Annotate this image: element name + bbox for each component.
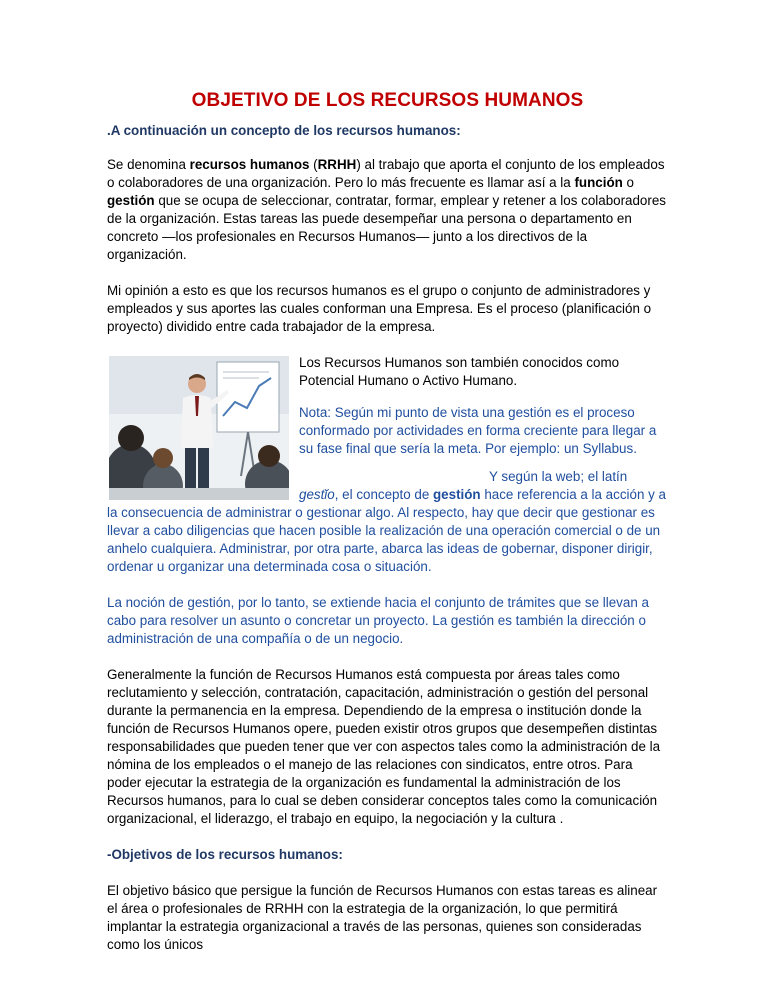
figure-section — [107, 354, 668, 594]
paragraph-web-definition: Y según la web; el latín gestĭo, el concepto de gestión hace referencia a la acción y a la consecuencia de administrar o gestionar algo. Al respecto, hay que decir que gestionar es llevar a cabo diligencias que hacen posible la realización de una operación comercial o de un anhelo cualquiera. Administrar, por otra parte, abarca las ideas de gobernar, disponer dirigir, ordenar u organizar una determinada cosa o situación. — [107, 469, 666, 574]
presentation-photo — [109, 356, 289, 500]
paragraph-gestion-notion: La noción de gestión, por lo tanto, se extiende hacia el conjunto de trámites que se llevan a cabo para resolver un asunto o concretar un proyecto. La gestión es también la dirección o administración de una compañía o de un negocio. — [107, 595, 649, 646]
objectives-heading: -Objetivos de los recursos humanos: — [107, 847, 343, 862]
paragraph-opinion: Mi opinión a esto es que los recursos humanos es el grupo o conjunto de administradores y empleados y sus aportes las cuales conforman una Empresa. Es el proceso (planificación o proyecto) dividido entre cada trabajador de la empresa. — [107, 283, 652, 334]
paragraph-also-known: Los Recursos Humanos son también conocidos como Potencial Humano o Activo Humano. — [299, 355, 620, 388]
paragraph-definition: Se denomina recursos humanos (RRHH) al trabajo que aporta el conjunto de los empleados o colaboradores de una organización. Pero lo más frecuente es llamar así a la función o gestión que se ocupa de seleccionar, contratar, formar, emplear y retener a los colaboradores de la organización. Estas tareas las puede desempeñar una persona o departamento en concreto —los profesionales en Recursos Humanos— junto a los directivos de la organización. — [107, 157, 666, 262]
intro-heading: .A continuación un concepto de los recursos humanos: — [107, 123, 461, 138]
paragraph-hr-function: Generalmente la función de Recursos Humanos está compuesta por áreas tales como reclutamiento y selección, contratación, capacitación, administración o gestión del personal durante la permanencia en la empresa. Dependiendo de la empresa o institución donde la función de Recursos Humanos opere, pueden existir otros grupos que desempeñen distintas responsabilidades que pueden tener que ver con aspectos tales como la administración de la nómina de los empleados o el manejo de las relaciones con sindicatos, entre otros. Para poder ejecutar la estrategia de la organización es fundamental la administración de los Recursos humanos, para lo cual se deben considerar conceptos tales como la comunicación organizacional, el liderazgo, el trabajo en equipo, la negociación y la cultura . — [107, 667, 661, 826]
figure-side-text — [297, 354, 668, 458]
document-title: OBJETIVO DE LOS RECURSOS HUMANOS — [191, 90, 584, 111]
paragraph-objective: El objetivo básico que persigue la función de Recursos Humanos con estas tareas es alinear el área o profesionales de RRHH con la estrategia de la organización, lo que permitirá implantar la estrategia organizacional a través de las personas, quienes son consideradas como los únicos — [107, 883, 658, 952]
paragraph-note: Nota: Según mi punto de vista una gestión es el proceso conformado por actividades en forma creciente para llegar a su fase final que sería la meta. Por ejemplo: un Syllabus. — [299, 405, 657, 456]
